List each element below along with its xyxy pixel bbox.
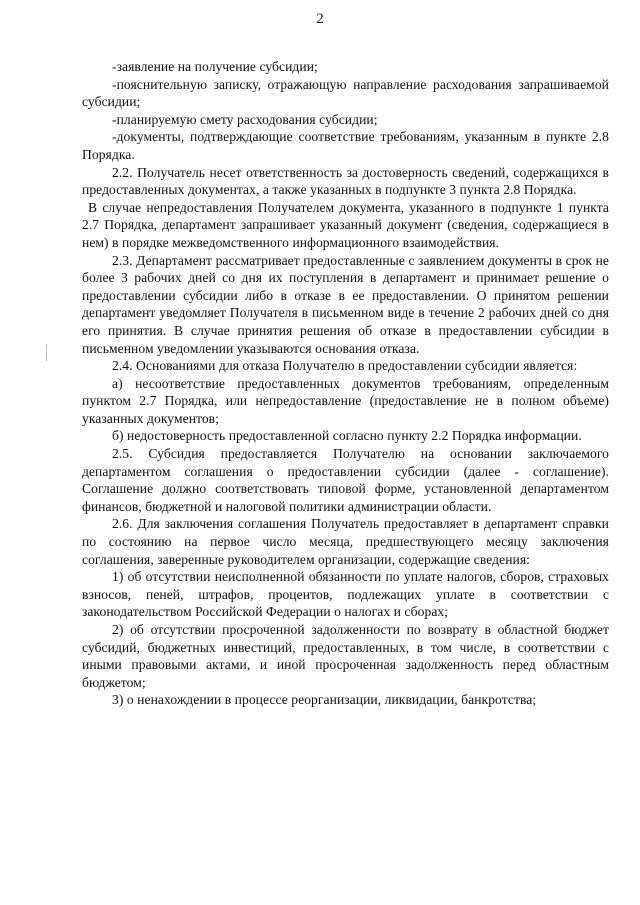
margin-mark [46, 345, 47, 361]
paragraph: 1) об отсутствии неисполненной обязанности по уплате налогов, сборов, страховых взносов, пеней, штрафов, процентов, подлежащих уплате в соответствии с законодательством Российской Федерации о налогах и сборах; [82, 569, 609, 620]
paragraph: -документы, подтверждающие соответствие требованиям, указанным в пункте 2.8 Порядка. [82, 129, 609, 162]
page-number: 2 [316, 11, 324, 27]
paragraph: В случае непредоставления Получателем документа, указанного в подпункте 1 пункта 2.7 Порядка, департамент запрашивает указанный документ (сведения, содержащиеся в нем) в порядке межведомственного информационного взаимодействия. [82, 199, 609, 250]
paragraph: а) несоответствие предоставленных документов требованиям, определенным пунктом 2.7 Порядка, или непредоставление (предоставление не в полном объеме) указанных документов; [82, 375, 609, 426]
document-body [82, 58, 609, 709]
paragraph: -планируемую смету расходования субсидии; [112, 111, 378, 127]
paragraph: б) недостоверность предоставленной согласно пункту 2.2 Порядка информации. [112, 428, 582, 444]
paragraph: -пояснительную записку, отражающую направление расходования запрашиваемой субсидии; [82, 76, 609, 110]
paragraph: 2.2. Получатель несет ответственность за достоверность сведений, содержащихся в предоставленных документах, а также указанных в подпункте 3 пункта 2.8 Порядка. [82, 164, 609, 198]
paragraph: 3) о ненахождении в процессе реорганизации, ликвидации, банкротства; [112, 692, 537, 708]
paragraph: 2.3. Департамент рассматривает предоставленные с заявлением документы в срок не более 3 рабочих дней со дня их поступления в департамент и принимает решение о предоставлении субсидии либо в отказе в ее предоставлении. О принятом решении департамент уведомляет Получателя в письменном виде в течение 2 рабочих дней со дня его принятия. В случае принятия решения об отказе в предоставлении субсидии в письменном уведомлении указываются основания отказа. [82, 252, 609, 356]
paragraph: -заявление на получение субсидии; [112, 59, 318, 74]
paragraph: 2.6. Для заключения соглашения Получатель предоставляет в департамент справки по состоянию на первое число месяца, предшествующего месяцу заключения соглашения, заверенные руководителем организации, содержащие сведения: [82, 516, 609, 567]
paragraph: 2.4. Основаниями для отказа Получателю в предоставлении субсидии является: [112, 358, 578, 374]
paragraph: 2.5. Субсидия предоставляется Получателю на основании заключаемого департаментом соглашения о предоставлении субсидии (далее - соглашение). Соглашение должно соответствовать типовой форме, установленной департаментом финансов, бюджетной и налоговой политики администрации области. [82, 446, 609, 514]
paragraph: 2) об отсутствии просроченной задолженности по возврату в областной бюджет субсидий, бюджетных инвестиций, предоставленных, в том числе, в соответствии с иными правовыми актами, и иной просроченная задолженность перед областным бюджетом; [82, 622, 609, 690]
